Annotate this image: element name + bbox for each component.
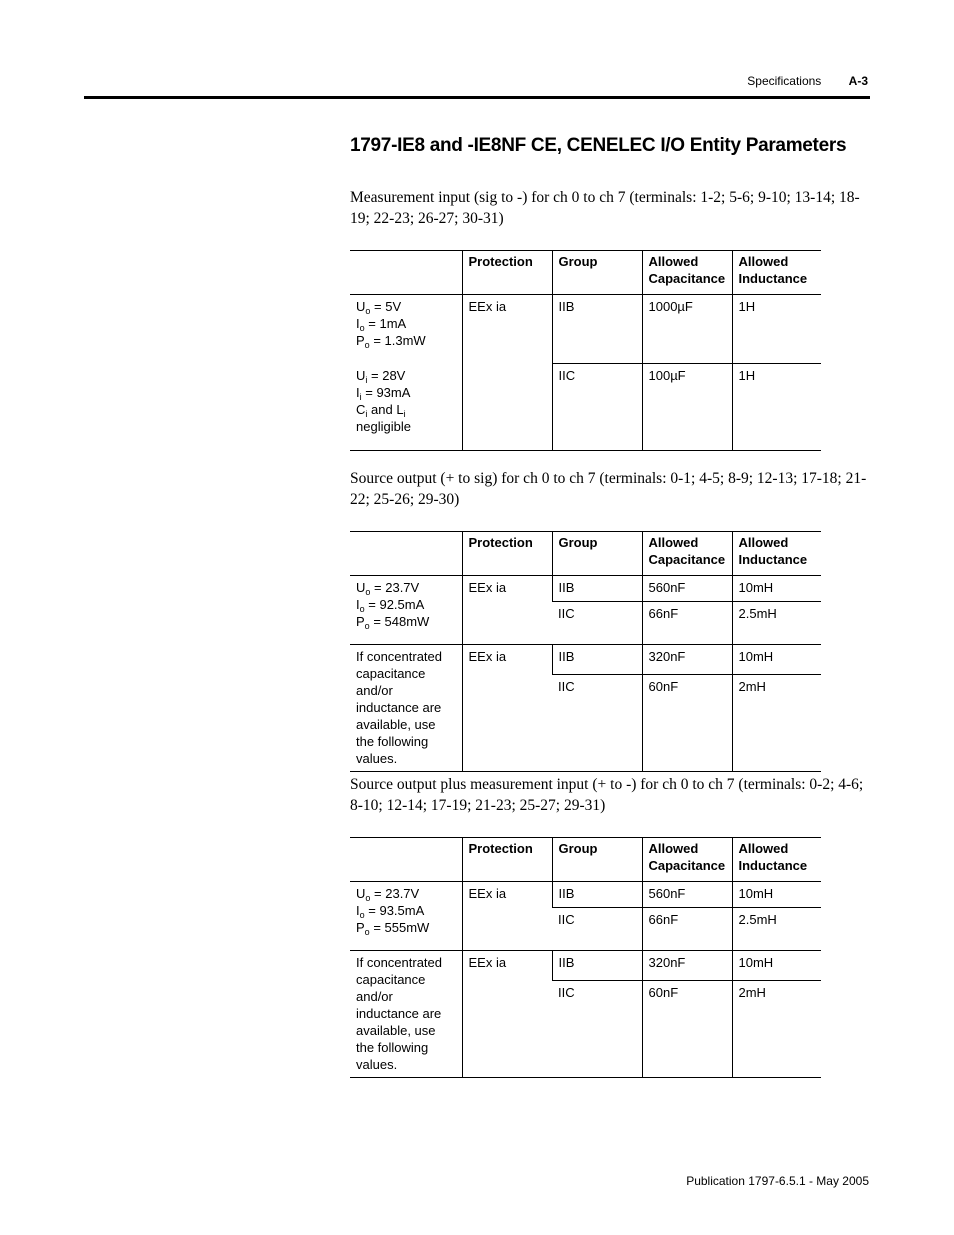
header-capacitance: Allowed Capacitance (642, 532, 732, 576)
header-capacitance: Allowed Capacitance (642, 838, 732, 882)
table-row (350, 645, 821, 675)
table-source-output (350, 531, 821, 772)
capacitance-cell: 66nF (642, 908, 732, 951)
capacitance-cell: 320nF (642, 645, 732, 675)
table-row (350, 951, 821, 981)
header-section: Specifications (747, 74, 822, 88)
table-row (350, 882, 821, 908)
group-cell: IIB (552, 576, 642, 602)
header-inductance: Allowed Inductance (732, 838, 821, 882)
note-cell: If concentrated capacitance and/or inductance are available, use the following values. (350, 645, 462, 772)
capacitance-cell: 66nF (642, 602, 732, 645)
page-title: 1797-IE8 and -IE8NF CE, CENELEC I/O Entity Parameters (350, 135, 847, 156)
capacitance-cell: 60nF (642, 980, 732, 1077)
inductance-cell: 2.5mH (732, 602, 821, 645)
inductance-cell: 2mH (732, 674, 821, 771)
table-measurement-input (350, 250, 821, 451)
capacitance-cell: 1000µF (642, 295, 732, 364)
inductance-cell: 10mH (732, 645, 821, 675)
capacitance-cell: 60nF (642, 674, 732, 771)
header-group: Group (552, 838, 642, 882)
params-cell: $U_i = 28V$ $I_i = 93mA$ $C_i$ and $L_i$ negligible (350, 364, 462, 451)
group-cell: IIB (552, 295, 642, 364)
params-cell: $U_o = 5V$ $I_o = 1mA$ $P_o = 1.3mW$ (356, 299, 426, 350)
header-group: Group (552, 251, 642, 295)
header-inductance: Allowed Inductance (732, 532, 821, 576)
table-header-row (350, 251, 821, 295)
params-cell: $U_o = 23.7V$ $I_o = 92.5mA$ $P_o = 548mW$ (350, 576, 462, 645)
capacitance-cell: 100µF (642, 364, 732, 451)
group-cell: IIC (552, 364, 642, 451)
group-cell: IIC (552, 908, 642, 951)
publication-footer: Publication 1797-6.5.1 - May 2005 (686, 1174, 869, 1188)
running-header (747, 74, 868, 88)
header-protection: Protection (462, 532, 552, 576)
header-protection: Protection (462, 251, 552, 295)
inductance-cell: 2mH (732, 980, 821, 1077)
params-cell: $U_o = 23.7V$ $I_o = 93.5mA$ $P_o = 555mW$ (350, 882, 462, 951)
inductance-cell: 2.5mH (732, 908, 821, 951)
note-cell: If concentrated capacitance and/or inductance are available, use the following values. (350, 951, 462, 1078)
protection-cell: EEx ia (462, 882, 552, 951)
section-intro-source-output: Source output (+ to sig) for ch 0 to ch 7 (terminals: 0-1; 4-5; 8-9; 12-13; 17-18; 21-22; 25-26; 29-30) (350, 470, 867, 508)
header-page-number: A-3 (848, 74, 868, 88)
group-cell: IIC (552, 674, 642, 771)
protection-cell: EEx ia (462, 576, 552, 645)
header-capacitance: Allowed Capacitance (642, 251, 732, 295)
header-rule (84, 96, 870, 99)
table-header-row (350, 838, 821, 882)
group-cell: IIC (552, 980, 642, 1077)
group-cell: IIB (552, 645, 642, 675)
table-header-row (350, 532, 821, 576)
inductance-cell: 10mH (732, 576, 821, 602)
header-protection: Protection (462, 838, 552, 882)
header-empty (350, 532, 462, 576)
table-source-plus-measurement (350, 837, 821, 1078)
inductance-cell: 1H (732, 295, 821, 364)
inductance-cell: 10mH (732, 882, 821, 908)
inductance-cell: 10mH (732, 951, 821, 981)
protection-cell: EEx ia (462, 645, 552, 772)
capacitance-cell: 560nF (642, 576, 732, 602)
section-intro-source-plus-measurement: Source output plus measurement input (+ to -) for ch 0 to ch 7 (terminals: 0-2; 4-6; 8-10; 12-14; 17-19; 21-23; 25-27; 29-31) (350, 776, 864, 814)
inductance-cell: 1H (732, 364, 821, 451)
protection-cell: EEx ia (462, 951, 552, 1078)
group-cell: IIB (552, 951, 642, 981)
capacitance-cell: 560nF (642, 882, 732, 908)
protection-cell: EEx ia (462, 295, 552, 451)
capacitance-cell: 320nF (642, 951, 732, 981)
group-cell: IIC (552, 602, 642, 645)
header-empty (350, 838, 462, 882)
section-intro-measurement: Measurement input (sig to -) for ch 0 to ch 7 (terminals: 1-2; 5-6; 9-10; 13-14; 18-19; 22-23; 26-27; 30-31) (350, 189, 860, 227)
table-row (350, 364, 821, 451)
table-row (350, 576, 821, 602)
header-inductance: Allowed Inductance (732, 251, 821, 295)
group-cell: IIB (552, 882, 642, 908)
table-row (350, 295, 821, 364)
header-group: Group (552, 532, 642, 576)
header-empty (350, 251, 462, 295)
